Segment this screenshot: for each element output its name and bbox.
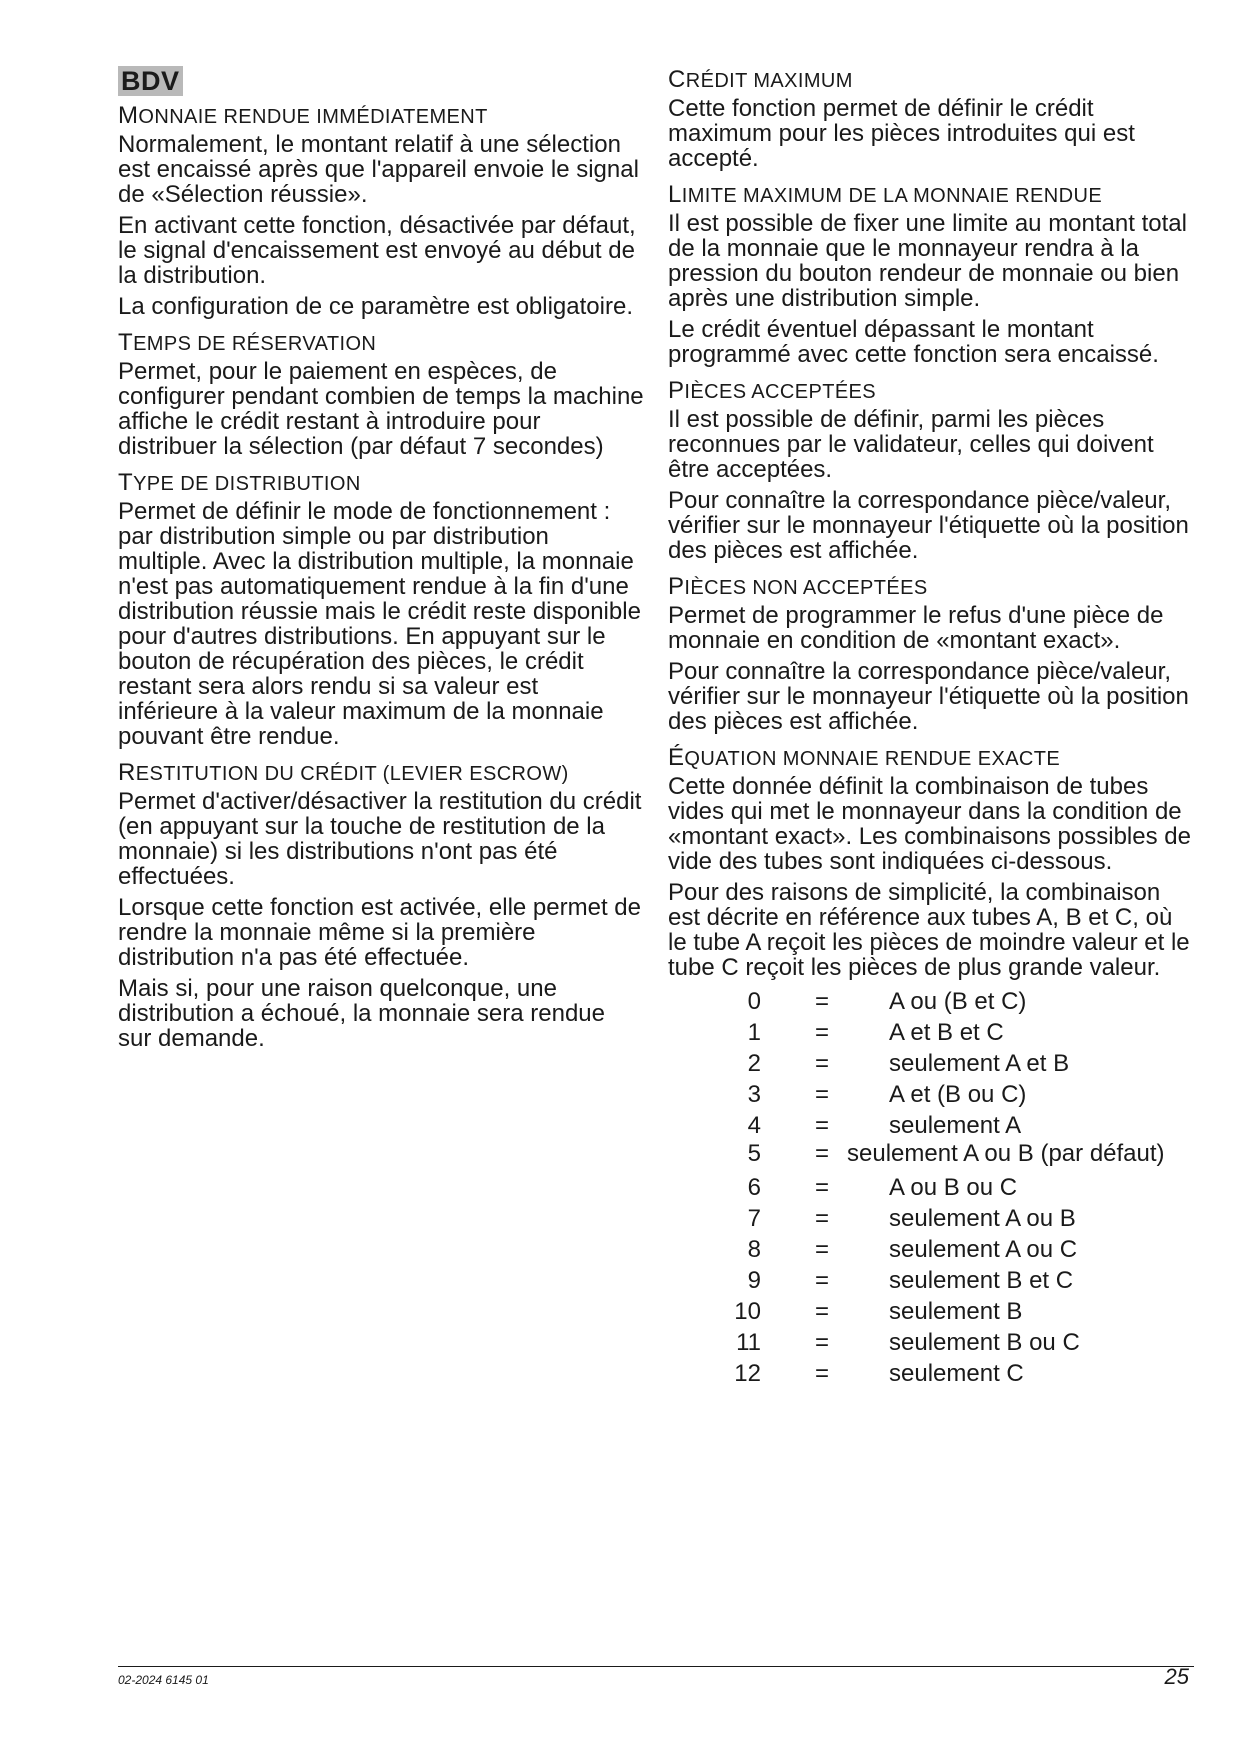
equals-sign: = — [814, 1081, 829, 1108]
paragraph: Il est possible de fixer une limite au montant total de la monnaie que le monnayeur rendra à la pression du bouton rendeur de monnaie ou bien après une distribution simple. — [668, 210, 1187, 312]
equation-row — [668, 1172, 1194, 1203]
equation-value: seulement B ou C — [889, 1329, 1080, 1356]
left-column — [118, 66, 644, 1057]
equation-value: A et (B ou C) — [889, 1081, 1027, 1108]
equation-row — [668, 986, 1194, 1017]
equals-sign: = — [814, 1298, 829, 1325]
equation-value: seulement B — [889, 1298, 1023, 1325]
equation-number: 1 — [747, 1019, 761, 1046]
equation-number: 3 — [747, 1081, 761, 1108]
paragraph: La configuration de ce paramètre est obligatoire. — [118, 293, 633, 320]
equation-row — [668, 1048, 1194, 1079]
heading-limite-maximum: LIMITE MAXIMUM DE LA MONNAIE RENDUE — [668, 181, 1103, 208]
equals-sign: = — [814, 1050, 829, 1077]
equation-number: 11 — [736, 1329, 761, 1356]
equation-number: 2 — [747, 1050, 761, 1077]
equation-number: 8 — [747, 1236, 761, 1263]
heading-credit-maximum: CRÉDIT MAXIMUM — [668, 66, 853, 93]
paragraph: Cette fonction permet de définir le crédit maximum pour les pièces introduites qui est accepté. — [668, 95, 1135, 172]
equals-sign: = — [814, 988, 829, 1015]
equals-sign: = — [814, 1329, 829, 1356]
equation-value: seulement A et B — [889, 1050, 1070, 1077]
equation-number: 5 — [747, 1140, 761, 1167]
equation-number: 4 — [747, 1112, 761, 1139]
page-number: 25 — [1164, 1664, 1189, 1689]
equals-sign: = — [814, 1112, 829, 1139]
equation-value: seulement A — [889, 1112, 1022, 1139]
paragraph: Permet de définir le mode de fonctionnement : par distribution simple ou par distribution multiple. Avec la distribution multiple, la monnaie n'est pas automatiquement rendue à la fin d'une distribution réussie mais le crédit reste disponible pour d'autres distributions. En appuyant sur le bouton de récupération des pièces, le crédit restant sera alors rendu si sa valeur est inférieure à la valeur maximum de la monnaie pouvant être rendue. — [118, 498, 641, 750]
section-badge: BDV — [118, 66, 183, 96]
heading-pieces-non-acceptees: PIÈCES NON ACCEPTÉES — [668, 573, 928, 600]
equation-value: seulement A ou C — [889, 1236, 1078, 1263]
equation-number: 0 — [747, 988, 761, 1015]
equation-row — [668, 1110, 1194, 1141]
paragraph: Cette donnée définit la combinaison de tubes vides qui met le monnayeur dans la condition de «montant exact». Les combinaisons possibles de vide des tubes sont indiquées ci-dessous. — [668, 773, 1191, 875]
footer-divider — [118, 1666, 1194, 1667]
paragraph: Pour des raisons de simplicité, la combinaison est décrite en référence aux tubes A, B et C, où le tube A reçoit les pièces de moindre valeur et le tube C reçoit les pièces de plus grande valeur. — [668, 879, 1190, 981]
equation-row — [668, 1358, 1194, 1389]
equals-sign: = — [814, 1140, 829, 1167]
equation-number: 7 — [747, 1205, 761, 1232]
paragraph: Mais si, pour une raison quelconque, une distribution a échoué, la monnaie sera rendue sur demande. — [118, 975, 605, 1052]
paragraph: Permet de programmer le refus d'une pièce de monnaie en condition de «montant exact». — [668, 602, 1164, 654]
paragraph: Permet, pour le paiement en espèces, de configurer pendant combien de temps la machine affiche le crédit restant à introduire pour distribuer la sélection (par défaut 7 secondes) — [118, 358, 644, 460]
right-column — [668, 66, 1194, 1389]
paragraph: En activant cette fonction, désactivée par défaut, le signal d'encaissement est envoyé au début de la distribution. — [118, 212, 636, 289]
paragraph: Il est possible de définir, parmi les pièces reconnues par le validateur, celles qui doivent être acceptées. — [668, 406, 1154, 483]
equals-sign: = — [814, 1205, 829, 1232]
heading-restitution-credit: RESTITUTION DU CRÉDIT (LEVIER ESCROW) — [118, 759, 569, 786]
paragraph: Permet d'activer/désactiver la restitution du crédit (en appuyant sur la touche de restitution de la monnaie) si les distributions n'ont pas été effectuées. — [118, 788, 642, 890]
equation-value: A ou B ou C — [889, 1174, 1018, 1201]
equation-row — [668, 1265, 1194, 1296]
equation-number: 6 — [747, 1174, 761, 1201]
paragraph: Lorsque cette fonction est activée, elle permet de rendre la monnaie même si la première distribution n'a pas été effectuée. — [118, 894, 641, 971]
paragraph: Pour connaître la correspondance pièce/valeur, vérifier sur le monnayeur l'étiquette où la position des pièces est affichée. — [668, 487, 1189, 564]
document-code: 02-2024 6145 01 — [118, 1673, 209, 1687]
equation-value: seulement A ou B (par défaut) — [847, 1140, 1165, 1167]
equation-row — [668, 1079, 1194, 1110]
paragraph: Normalement, le montant relatif à une sélection est encaissé après que l'appareil envoie le signal de «Sélection réussie». — [118, 131, 639, 208]
equation-value: seulement B et C — [889, 1267, 1074, 1294]
equation-value: seulement C — [889, 1360, 1024, 1387]
equation-row — [668, 1141, 1194, 1166]
equation-value: A ou (B et C) — [889, 988, 1027, 1015]
equation-row — [668, 1296, 1194, 1327]
equation-row — [668, 1234, 1194, 1265]
equation-value: A et B et C — [889, 1019, 1004, 1046]
heading-equation-monnaie: ÉQUATION MONNAIE RENDUE EXACTE — [668, 744, 1061, 771]
equation-value: seulement A ou B — [889, 1205, 1076, 1232]
equals-sign: = — [814, 1174, 829, 1201]
equals-sign: = — [814, 1236, 829, 1263]
equation-number: 9 — [747, 1267, 761, 1294]
heading-type-distribution: TYPE DE DISTRIBUTION — [118, 469, 361, 496]
equation-row — [668, 1017, 1194, 1048]
equation-list — [668, 986, 1194, 1389]
equals-sign: = — [814, 1360, 829, 1387]
equation-number: 12 — [734, 1360, 761, 1387]
equation-row — [668, 1203, 1194, 1234]
heading-temps-reservation: TEMPS DE RÉSERVATION — [118, 329, 377, 356]
heading-monnaie-rendue: MONNAIE RENDUE IMMÉDIATEMENT — [118, 102, 488, 129]
equals-sign: = — [814, 1267, 829, 1294]
equation-number: 10 — [734, 1298, 761, 1325]
paragraph: Pour connaître la correspondance pièce/valeur, vérifier sur le monnayeur l'étiquette où la position des pièces est affichée. — [668, 658, 1189, 735]
equals-sign: = — [814, 1019, 829, 1046]
heading-pieces-acceptees: PIÈCES ACCEPTÉES — [668, 377, 877, 404]
paragraph: Le crédit éventuel dépassant le montant programmé avec cette fonction sera encaissé. — [668, 316, 1159, 368]
equation-row — [668, 1327, 1194, 1358]
